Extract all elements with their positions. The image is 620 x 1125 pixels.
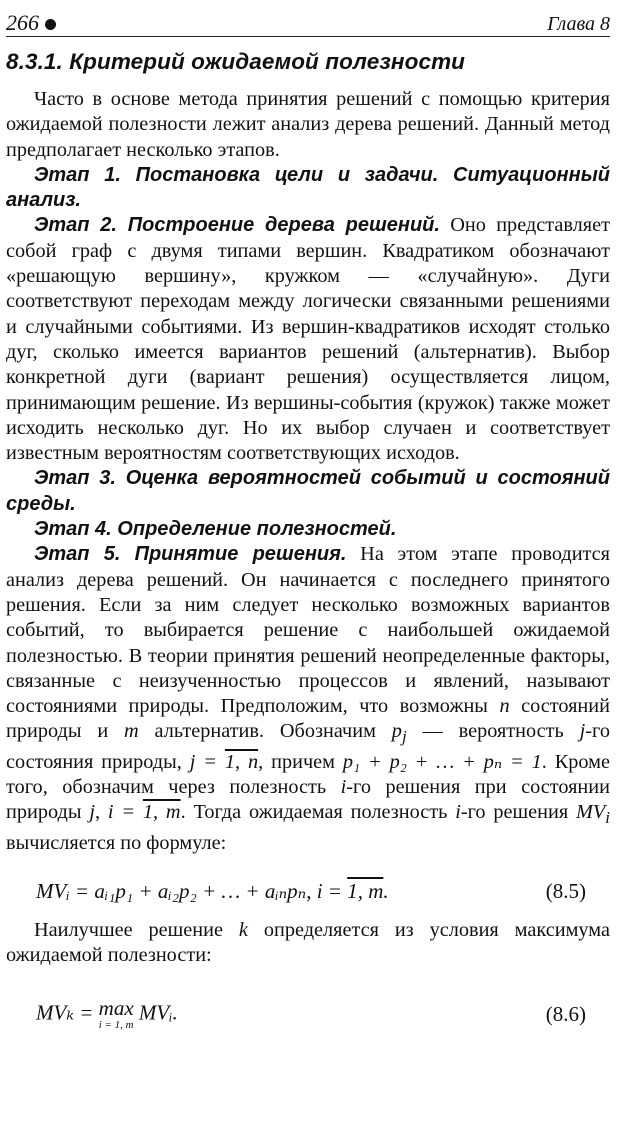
best-decision-text: определяется из условия максимума ожидаемой полезности: <box>6 919 610 967</box>
equation-8-5-formula <box>36 879 389 904</box>
var-j: j <box>579 720 586 743</box>
best-decision-paragraph <box>6 918 610 969</box>
stage-5-text: состояний природы и <box>6 695 610 743</box>
stage-3-label: Этап 3. Оценка вероятностей событий и состояний среды. <box>6 467 610 515</box>
max-operator <box>99 998 134 1031</box>
page-body <box>6 87 610 1043</box>
stage-5-text: -го решения <box>460 801 576 824</box>
var-i: i <box>340 776 347 799</box>
j-range-bar: 1, n <box>224 750 259 773</box>
j-range: j = <box>189 750 225 773</box>
stage-1-label: Этап 1. Постановка цели и задачи. Ситуационный анализ. <box>6 163 610 212</box>
stage-4-label: Этап 4. Определение полезностей. <box>34 518 397 541</box>
stage-5-text: На этом этапе проводится анализ дерева решений. Он начинается с последнего принятого решения. Если за ним следует несколько возможных вариантов событий, то выбирается решение с наибольшей ожидаемой полезностью. В теории принятия решений неопределенные факторы, связанные с неизученностью процессов и явлений, называют состояниями природы. Предположим, что возможны <box>6 543 610 718</box>
chapter-label: Глава 8 <box>547 13 610 35</box>
prob-sum: p₁ + p₂ + … + pₙ = 1 <box>342 750 542 773</box>
equation-8-6 <box>6 987 610 1043</box>
i-range-bar: 1, m <box>142 801 181 824</box>
equation-8-5-number: (8.5) <box>545 879 586 904</box>
equation-8-5 <box>6 870 610 914</box>
stage-2-text: Оно представляет собой граф с двумя типами вершин. Квадратиком обозначают «решающую вершину», кружком — «случайную». Дуги соответствуют переходам между логически связанными решениями и случайными событиями. Из вершин-квадратиков исходят столько дуг, сколько имеется вариантов решений (альтернатив). Выбор конкретной дуги (вариант решения) осуществляется лицом, принимающим решение. Из вершины-события (кружок) также может исходить несколько дуг. Но их выбор случаен и соответствует известным вероятностям соответствующих исходов. <box>6 214 610 465</box>
i-range: i = <box>107 801 143 824</box>
section-title: 8.3.1. Критерий ожидаемой полезности <box>6 49 466 74</box>
var-m: m <box>124 720 139 743</box>
equation-8-6-formula <box>36 998 178 1031</box>
var-pj-sub: j <box>401 727 407 747</box>
stage-5-text: , <box>94 801 108 824</box>
stage-5-text: вычисляется по формуле: <box>6 831 227 854</box>
stage-5-label: Этап 5. Принятие решения. <box>34 543 347 566</box>
stage-5-text: , причем <box>258 750 343 773</box>
stage-2-label: Этап 2. Построение дерева решений. <box>34 214 440 237</box>
stage-5-text: -го решения при состоянии природы <box>6 776 610 824</box>
var-pj: p <box>391 720 402 743</box>
var-mvi-sub: i <box>605 808 610 828</box>
var-k: k <box>238 919 248 941</box>
header-left <box>6 10 56 36</box>
var-n: n <box>499 695 510 718</box>
stage-5-text: -го состояния природы, <box>6 720 610 773</box>
equation-8-6-lhs: MVₖ = <box>36 1000 99 1025</box>
stage-5-text: . Кроме того, обозначим через полезность <box>6 750 610 799</box>
stage-5-text: — вероятность <box>406 720 580 743</box>
var-j2: j <box>89 801 95 824</box>
stage-5-text: . Тогда ожидаемая полезность <box>180 801 456 824</box>
stage-3-paragraph <box>6 466 610 517</box>
intro-paragraph: Часто в основе метода принятия решений с помощью критерия ожидаемой полезности лежит анализ дерева решений. Данный метод предполагает несколько этапов. <box>6 88 610 161</box>
stage-5-text: альтернатив. Обозначим <box>138 720 392 743</box>
equation-8-6-number: (8.6) <box>545 1001 586 1026</box>
equation-8-6-rhs: MVᵢ. <box>138 1000 178 1025</box>
var-i2: i <box>455 801 461 824</box>
stage-2-paragraph <box>6 213 610 466</box>
book-page <box>0 4 620 1125</box>
stage-4-paragraph <box>6 517 610 542</box>
stage-1-paragraph <box>6 163 610 214</box>
best-decision-text: Наилучшее решение <box>34 919 239 941</box>
max-subscript: i = 1, m <box>98 1019 134 1032</box>
stage-5-paragraph <box>6 542 610 856</box>
equation-8-5-tail: . <box>383 879 389 904</box>
page-header <box>6 4 610 37</box>
equation-8-5-bar: 1, m <box>347 879 384 904</box>
max-word: max <box>98 996 134 1021</box>
var-mvi: MV <box>576 801 606 824</box>
bullet-icon <box>45 19 56 30</box>
equation-8-5-lhs: MVᵢ = aᵢ₁p₁ + aᵢ₂p₂ + … + aᵢₙpₙ, i = <box>36 879 348 904</box>
page-number: 266 <box>6 10 39 35</box>
